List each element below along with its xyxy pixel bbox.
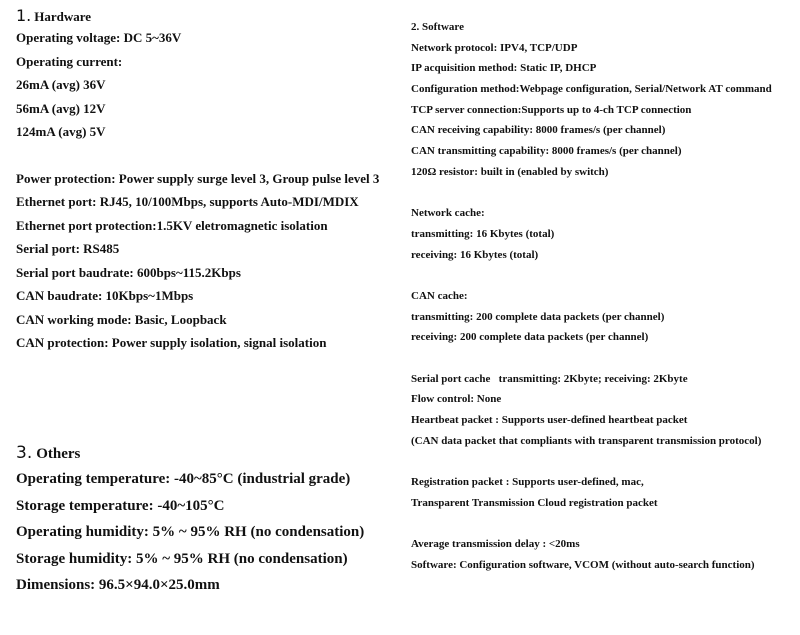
software-spec-line: TCP server connection:Supports up to 4-ch TCP connection [411,103,692,116]
hardware-spec-line: 26mA (avg) 36V [16,77,106,92]
spacer [411,348,800,369]
others-spec-line: Storage temperature: -40~105°C [16,497,225,514]
software-spec-line: CAN transmitting capability: 8000 frames/s (per channel) [411,145,682,158]
software-spec-line: 120Ω resistor: built in (enabled by switch) [411,165,609,178]
hardware-spec-line: Ethernet port: RJ45, 10/100Mbps, supports Auto-MDI/MDIX [16,194,359,209]
others-spec-line: Storage humidity: 5% ~ 95% RH (no condensation) [16,550,348,567]
hardware-number: 1. [16,6,32,25]
can-cache-heading: CAN cache: [411,289,468,302]
hardware-spec-line: Operating current: [16,53,123,69]
spacer [411,451,800,472]
others-spec-line: Dimensions: 96.5×94.0×25.0mm [16,577,220,593]
software-spec-line: Average transmission delay : <20ms [411,538,580,551]
hardware-spec-line: Serial port: RS485 [16,241,120,256]
hardware-heading [16,6,401,26]
spacer [411,183,800,204]
network-cache-heading: Network cache: [411,207,485,220]
software-spec-line: Software: Configuration software, VCOM (without auto-search function) [411,558,755,571]
hardware-spec-line: Serial port baudrate: 600bps~115.2Kbps [16,264,241,280]
software-section [411,17,800,576]
software-spec-line: Serial port cache transmitting: 2Kbyte; receiving: 2Kbyte [411,372,688,385]
hardware-section [16,6,401,355]
hardware-spec-line: Ethernet port protection:1.5KV eletromagnetic isolation [16,217,328,233]
software-spec-line: Flow control: None [411,393,502,406]
others-section [16,440,401,599]
hardware-title: Hardware [34,9,92,24]
software-spec-line: Configuration method:Webpage configuration, Serial/Network AT command [411,83,772,96]
others-number: 3. [16,443,33,463]
software-spec-line: Heartbeat packet : Supports user-defined heartbeat packet [411,414,688,427]
others-spec-line: Operating humidity: 5% ~ 95% RH (no condensation) [16,524,365,540]
software-spec-line: receiving: 16 Kbytes (total) [411,248,539,261]
hardware-spec-line: CAN working mode: Basic, Loopback [16,311,227,327]
software-spec-line: IP acquisition method: Static IP, DHCP [411,62,597,75]
others-heading [16,440,401,466]
software-spec-line: receiving: 200 complete data packets (per channel) [411,331,649,344]
hardware-spec-line: 124mA (avg) 5V [16,124,106,139]
hardware-spec-line: CAN baudrate: 10Kbps~1Mbps [16,288,194,303]
spacer [16,144,401,167]
hardware-spec-line: 56mA (avg) 12V [16,100,106,116]
hardware-spec-line: Operating voltage: DC 5~36V [16,30,182,45]
software-spec-line: transmitting: 16 Kbytes (total) [411,227,555,240]
software-spec-line: transmitting: 200 complete data packets (per channel) [411,310,665,323]
software-spec-line: Transparent Transmission Cloud registration packet [411,496,658,509]
hardware-spec-line: CAN protection: Power supply isolation, signal isolation [16,335,327,350]
software-spec-line: (CAN data packet that compliants with transparent transmission protocol) [411,434,762,447]
hardware-spec-line: Power protection: Power supply surge level 3, Group pulse level 3 [16,170,380,186]
software-heading: 2. Software [411,21,464,33]
software-spec-line: Registration packet : Supports user-defined, mac, [411,476,644,489]
others-title: Others [36,446,81,462]
others-spec-line: Operating temperature: -40~85°C (industrial grade) [16,471,351,487]
spacer [411,514,800,535]
software-spec-line: Network protocol: IPV4, TCP/UDP [411,41,578,54]
spacer [411,265,800,286]
software-spec-line: CAN receiving capability: 8000 frames/s (per channel) [411,124,666,137]
